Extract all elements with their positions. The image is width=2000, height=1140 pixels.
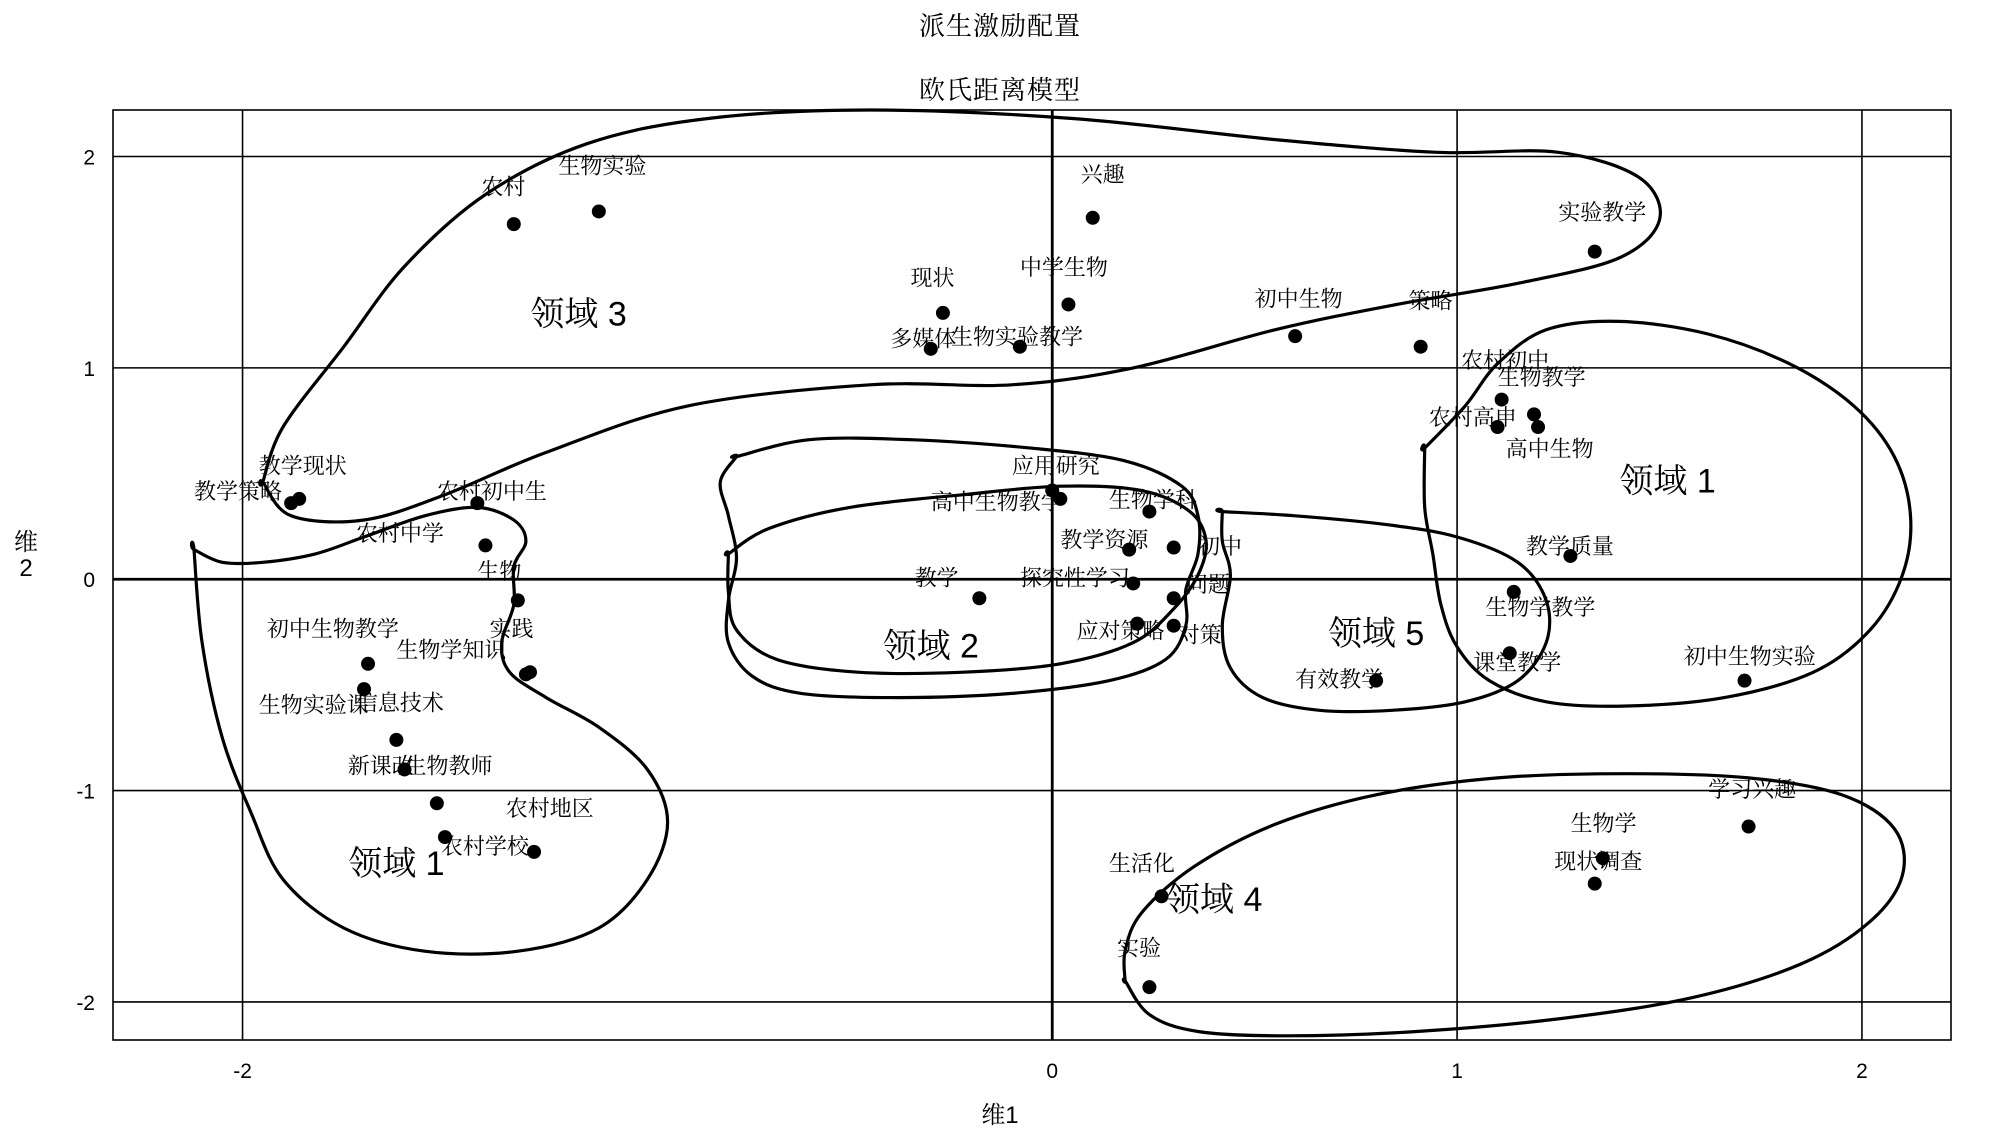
svg-text:农村学校: 农村学校 [440, 834, 529, 859]
svg-text:实验: 实验 [1117, 935, 1162, 961]
svg-text:领域 2: 领域 2 [882, 627, 979, 666]
svg-text:新课改: 新课改 [347, 753, 414, 779]
svg-text:有效教学: 有效教学 [1295, 667, 1384, 693]
svg-text:教学质量: 教学质量 [1525, 533, 1614, 559]
svg-text:农村: 农村 [481, 174, 526, 200]
svg-text:-1: -1 [76, 780, 95, 804]
svg-text:高中生物: 高中生物 [1505, 436, 1594, 462]
x-axis-label: 维1 [981, 1102, 1019, 1129]
svg-text:应对策略: 应对策略 [1076, 618, 1165, 644]
svg-text:教学资源: 教学资源 [1060, 527, 1149, 553]
svg-text:1: 1 [83, 357, 95, 381]
svg-text:农村中学: 农村中学 [355, 521, 444, 547]
svg-text:实验教学: 实验教学 [1558, 199, 1647, 225]
svg-text:高中生物教学: 高中生物教学 [930, 489, 1063, 515]
svg-text:初中生物实验: 初中生物实验 [1683, 643, 1816, 669]
svg-text:课堂教学: 课堂教学 [1473, 650, 1562, 676]
svg-text:1: 1 [1451, 1060, 1463, 1083]
svg-text:-2: -2 [233, 1060, 252, 1083]
svg-text:初中: 初中 [1197, 533, 1243, 559]
svg-text:教学现状: 教学现状 [258, 453, 347, 479]
svg-text:教学策略: 教学策略 [193, 478, 282, 504]
svg-text:0: 0 [1046, 1060, 1059, 1083]
svg-text:领域 1: 领域 1 [1619, 462, 1716, 501]
svg-text:中学生物: 中学生物 [1019, 254, 1108, 280]
svg-text:探究性学习: 探究性学习 [1019, 565, 1130, 591]
svg-text:生物实验: 生物实验 [558, 153, 647, 179]
svg-text:教学: 教学 [914, 565, 959, 591]
svg-text:策略: 策略 [1408, 288, 1453, 314]
svg-text:生物学科: 生物学科 [1108, 487, 1197, 513]
svg-text:多媒体: 多媒体 [890, 326, 957, 352]
svg-text:应用研究: 应用研究 [1011, 453, 1100, 479]
svg-text:农村初中生: 农村初中生 [436, 478, 547, 504]
svg-text:领域 4: 领域 4 [1166, 881, 1263, 920]
svg-text:农村初中: 农村初中 [1461, 347, 1550, 373]
svg-text:农村高申: 农村高申 [1428, 404, 1517, 430]
svg-text:2: 2 [1856, 1060, 1868, 1083]
svg-text:信息技术: 信息技术 [355, 690, 444, 716]
svg-text:初中生物教学: 初中生物教学 [266, 616, 399, 642]
svg-text:生物学教学: 生物学教学 [1485, 595, 1596, 621]
point-labels [194, 153, 1816, 960]
svg-text:2: 2 [83, 146, 95, 170]
svg-text:生物学知识: 生物学知识 [396, 637, 507, 663]
svg-text:学习兴趣: 学习兴趣 [1708, 776, 1797, 802]
y-axis-label: 维 2 [14, 529, 38, 583]
svg-text:生物学: 生物学 [1570, 810, 1637, 836]
svg-text:实践: 实践 [489, 616, 534, 642]
svg-text:生物实验课: 生物实验课 [258, 692, 369, 718]
svg-text:领域 3: 领域 3 [530, 295, 627, 334]
svg-text:领域 1: 领域 1 [348, 845, 445, 884]
svg-text:农村地区: 农村地区 [505, 795, 594, 821]
chart-subtitle: 欧氏距离模型 [918, 75, 1081, 105]
svg-text:生物: 生物 [477, 559, 522, 585]
svg-text:0: 0 [83, 569, 95, 593]
axis-ticks [76, 147, 1867, 1084]
svg-text:对策: 对策 [1177, 622, 1222, 648]
svg-text:-2: -2 [76, 991, 95, 1015]
svg-text:初中生物: 初中生物 [1254, 286, 1343, 312]
svg-text:现状: 现状 [910, 265, 955, 291]
svg-text:领域 5: 领域 5 [1327, 614, 1425, 653]
chart-title: 派生激励配置 [918, 11, 1081, 41]
svg-text:现状调查: 现状调查 [1554, 848, 1643, 874]
svg-text:生物实验教学: 生物实验教学 [951, 324, 1084, 350]
svg-text:问题: 问题 [1185, 571, 1230, 597]
svg-text:生物教学: 生物教学 [1497, 364, 1586, 390]
svg-text:兴趣: 兴趣 [1080, 161, 1125, 187]
svg-text:生活化: 生活化 [1108, 850, 1175, 876]
svg-text:生物教师: 生物教师 [404, 753, 493, 779]
